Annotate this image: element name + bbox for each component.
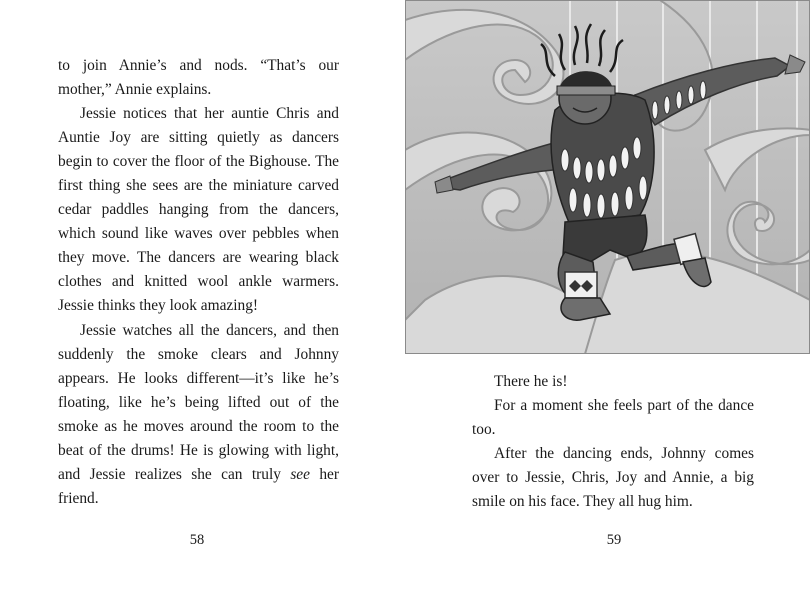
paragraph: For a moment she feels part of the dance too. xyxy=(472,397,754,439)
right-page xyxy=(405,0,810,589)
dancer-illustration xyxy=(405,0,810,354)
right-page-text xyxy=(472,370,754,514)
paragraph: There he is! xyxy=(494,373,568,390)
page-number: 58 xyxy=(189,532,205,548)
paragraph: to join Annie’s and nods. “That’s our mother,” Annie explains. xyxy=(58,57,339,99)
paragraph: After the dancing ends, Johnny comes over to Jessie, Chris, Joy and Annie, a big smile on his face. They all hug him. xyxy=(472,445,754,511)
emphasis: see xyxy=(290,465,310,483)
page-number: 59 xyxy=(606,532,622,548)
paragraph: Jessie watches all the dancers, and then suddenly the smoke clears and Johnny appears. He looks different—it’s like he’s floating, like he’s being lifted out of the smoke as he moves around the room to the beat of the drums! He is glowing with light, and Jessie realizes she can truly see her friend. xyxy=(58,321,339,507)
left-page-text xyxy=(58,54,339,511)
paragraph: Jessie notices that her auntie Chris and Auntie Joy are sitting quietly as dancers begin to cover the floor of the Bighouse. The first thing she sees are the miniature carved cedar paddles hanging from the dancers, which sound like waves over pebbles when they move. The dancers are wearing black clothes and knitted wool ankle warmers. Jessie thinks they look amazing! xyxy=(58,105,339,315)
